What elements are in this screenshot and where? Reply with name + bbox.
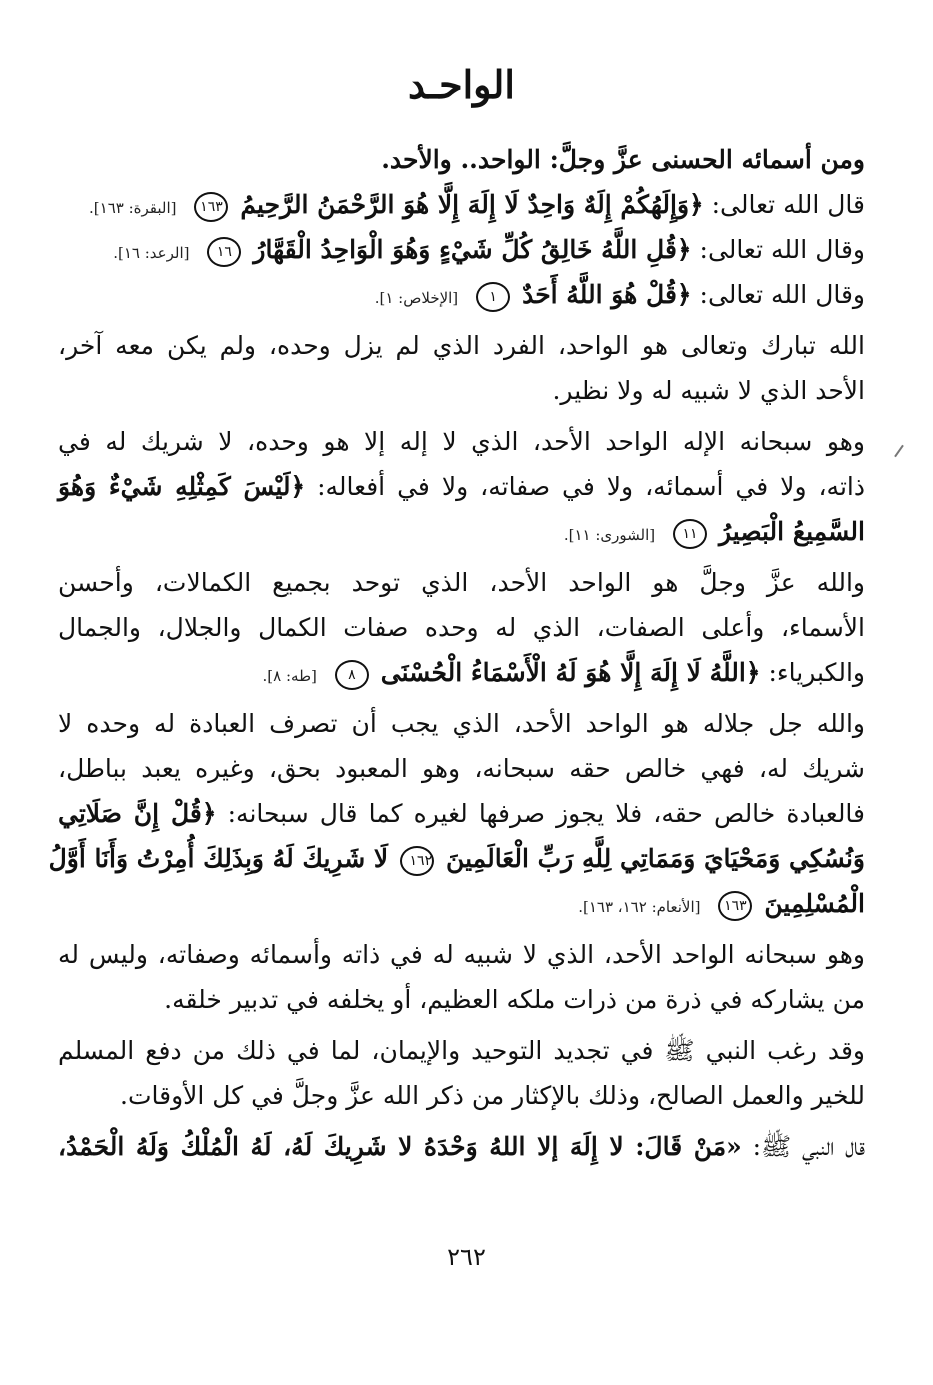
quran-verse: السَّمِيعُ الْبَصِيرُ	[719, 517, 865, 547]
intro-text: قال النبي ﷺ:	[741, 1132, 865, 1162]
paragraph-text: وهو سبحانه الإله الواحد الأحد، الذي لا إله إلا هو وحده، لا شريك له في	[58, 427, 865, 457]
quran-verse: ﴿لَيْسَ كَمِثْلِهِ شَيْءٌ وَهُوَ	[58, 472, 306, 502]
quran-verse: ﴿قُلِ اللَّهُ خَالِقُ كُلِّ شَيْءٍ وَهُوَ الْوَاحِدُ الْقَهَّارُ	[253, 235, 692, 265]
text-line	[58, 881, 865, 926]
paragraph-text: الأحد الذي لا شبيه له ولا نظير.	[552, 376, 865, 406]
quran-verse: ﴿وَإِلَهُكُمْ إِلَهٌ وَاحِدٌ لَا إِلَهَ إِلَّا هُوَ الرَّحْمَنُ الرَّحِيمُ	[240, 190, 704, 220]
intro-text: فالعبادة خالص حقه، فلا يجوز صرفها لغيره كما قال سبحانه:	[216, 799, 865, 829]
paragraph-text: شريك له، فهي خالص حقه سبحانه، وهو المعبود بحق، وغيره يعبد بباطل،	[58, 754, 865, 784]
text-line	[58, 650, 865, 695]
quran-verse: الْمُسْلِمِينَ	[764, 889, 865, 919]
paragraph-text: والله جل جلاله هو الواحد الأحد، الذي يجب أن تصرف العبادة له وحده لا	[58, 709, 865, 739]
paragraph-text: الأسماء، وأعلى الصفات، الذي له وحده صفات الكمال والجلال، والجمال	[58, 613, 865, 643]
paragraph-text: ومن أسمائه الحسنى عزَّ وجلَّ: الواحد.. والأحد.	[381, 145, 865, 175]
text-line	[58, 746, 865, 791]
text-line	[58, 701, 865, 746]
paragraph-text: الله تبارك وتعالى هو الواحد، الفرد الذي لم يزل وحده، ولم يكن معه آخر،	[58, 331, 865, 361]
text-line	[58, 227, 865, 272]
paragraph-text: من يشاركه في ذرة من ذرات ملكه العظيم، أو يخلفه في تدبير خلقه.	[164, 985, 865, 1015]
text-line	[58, 182, 865, 227]
text-line	[58, 464, 865, 509]
verse-number: ٨	[335, 660, 369, 690]
text-line	[58, 1124, 865, 1169]
page-number: ٢٦٢	[447, 1243, 486, 1271]
text-line	[58, 791, 865, 836]
verse-reference: [الرعد: ١٦].	[113, 244, 190, 263]
verse-number: ١	[476, 282, 510, 312]
quran-verse: «مَنْ قَالَ: لا إِلَهَ إلا اللهُ وَحْدَهُ لا شَرِيكَ لَهُ، لَهُ الْمُلْكُ وَلَهُ الْحَمْدُ،	[58, 1132, 742, 1162]
verse-number: ١٦٢	[400, 846, 434, 876]
text-line	[58, 272, 865, 317]
quran-verse: ﴿قُلْ إِنَّ صَلَاتِي	[58, 799, 217, 829]
paragraph-text: للخير والعمل الصالح، وذلك بالإكثار من ذكر الله عزَّ وجلَّ في كل الأوقات.	[120, 1081, 865, 1111]
verse-reference: [الإخلاص: ١].	[374, 289, 459, 308]
page-body	[48, 137, 865, 1169]
margin-mark	[894, 445, 904, 458]
quran-verse: لَا شَرِيكَ لَهُ وَبِذَلِكَ أُمِرْتُ وَأَنَا أَوَّلُ	[48, 844, 389, 874]
text-line	[58, 368, 865, 413]
text-line	[48, 836, 865, 881]
intro-text: وقال الله تعالى:	[691, 280, 865, 310]
text-line	[58, 137, 865, 182]
paragraph-text: والله عزَّ وجلَّ هو الواحد الأحد، الذي توحد بجميع الكمالات، وأحسن	[58, 568, 865, 598]
text-line	[58, 560, 865, 605]
quran-verse: ﴿اللَّهُ لَا إِلَهَ إِلَّا هُوَ لَهُ الْأَسْمَاءُ الْحُسْنَى	[380, 658, 761, 688]
verse-reference: [طه: ٨].	[262, 667, 317, 686]
text-line	[58, 1073, 865, 1118]
paragraph-text: وقد رغب النبي ﷺ في تجديد التوحيد والإيمان، لما في ذلك من دفع المسلم	[58, 1036, 865, 1066]
intro-text: وقال الله تعالى:	[691, 235, 865, 265]
verse-reference: [البقرة: ١٦٣].	[89, 199, 177, 218]
text-line	[58, 977, 865, 1022]
text-line	[58, 605, 865, 650]
text-line	[58, 509, 865, 554]
verse-number: ١١	[673, 519, 707, 549]
intro-text: ذاته، ولا في أسمائه، ولا في صفاته، ولا في أفعاله:	[305, 472, 865, 502]
intro-text: والكبرياء:	[760, 658, 865, 688]
quran-verse: وَنُسُكِي وَمَحْيَايَ وَمَمَاتِي لِلَّهِ رَبِّ الْعَالَمِينَ	[446, 844, 865, 874]
paragraph-text: وهو سبحانه الواحد الأحد، الذي لا شبيه له في ذاته وأسمائه وصفاته، وليس له	[58, 940, 865, 970]
verse-number: ١٦٣	[718, 891, 752, 921]
text-line	[58, 419, 865, 464]
verse-number: ١٦	[207, 237, 241, 267]
text-line	[58, 932, 865, 977]
verse-number: ١٦٣	[194, 192, 228, 222]
text-line	[58, 323, 865, 368]
intro-text: قال الله تعالى:	[703, 190, 865, 220]
quran-verse: ﴿قُلْ هُوَ اللَّهُ أَحَدٌ	[522, 280, 692, 310]
verse-reference: [الشورى: ١١].	[563, 526, 656, 545]
chapter-title: الواحـد	[408, 62, 515, 107]
text-line	[58, 1028, 865, 1073]
verse-reference: [الأنعام: ١٦٢، ١٦٣].	[578, 898, 701, 917]
